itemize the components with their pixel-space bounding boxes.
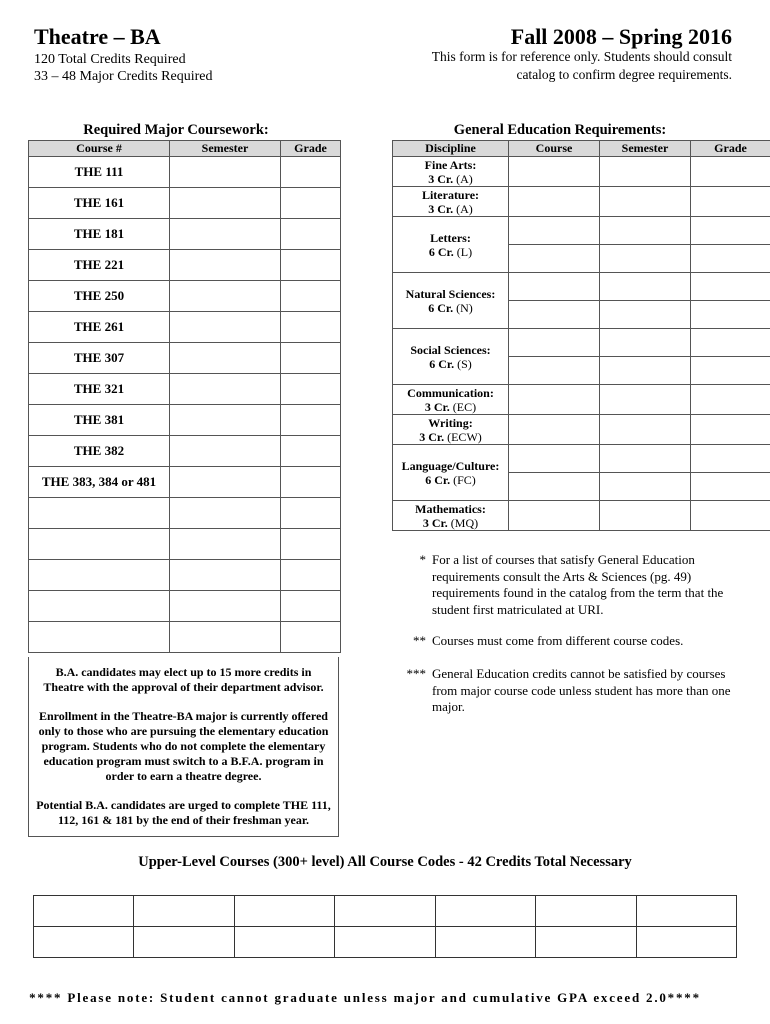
course-cell[interactable] [509, 445, 600, 473]
semester-cell[interactable] [600, 445, 691, 473]
semester-cell[interactable] [600, 157, 691, 187]
semester-cell[interactable] [170, 312, 281, 343]
discipline-credits: 6 Cr. [425, 472, 451, 487]
grade-cell[interactable] [691, 329, 770, 357]
discipline-name: Communication: [407, 385, 494, 400]
semester-cell[interactable] [170, 622, 281, 653]
discipline-credits: 6 Cr. [428, 300, 454, 315]
semester-cell[interactable] [600, 357, 691, 385]
discipline-code: (A) [456, 171, 473, 186]
discipline-name: Language/Culture: [401, 458, 500, 473]
course-cell: THE 307 [29, 343, 170, 374]
course-cell: THE 181 [29, 219, 170, 250]
grade-cell[interactable] [691, 273, 770, 301]
discipline-name: Literature: [421, 187, 480, 202]
footnote-text: General Education credits cannot be satisfied by courses from major course code unless student has more than one major. [432, 666, 731, 714]
semester-cell[interactable] [170, 591, 281, 622]
major-section-title: Required Major Coursework: [83, 122, 269, 138]
major-row [29, 157, 341, 188]
gened-row [393, 329, 770, 357]
upper-level-cell[interactable] [134, 927, 234, 958]
course-cell[interactable] [509, 473, 600, 501]
gened-table [392, 140, 770, 531]
upper-level-cell[interactable] [435, 927, 535, 958]
discipline-credits: 6 Cr. [429, 356, 455, 371]
semester-cell[interactable] [600, 273, 691, 301]
semester-cell[interactable] [170, 560, 281, 591]
course-cell[interactable] [509, 501, 600, 531]
col-course: Course # [29, 141, 170, 157]
semester-cell[interactable] [170, 529, 281, 560]
discipline-code: (N) [456, 300, 473, 315]
grade-cell[interactable] [281, 343, 341, 374]
grade-cell[interactable] [281, 281, 341, 312]
discipline-credits: 3 Cr. [419, 429, 445, 444]
discipline-code: (L) [456, 244, 473, 259]
course-cell: THE 111 [29, 157, 170, 188]
semester-cell[interactable] [600, 245, 691, 273]
grade-cell[interactable] [281, 312, 341, 343]
course-cell[interactable] [509, 217, 600, 245]
course-cell[interactable] [509, 245, 600, 273]
course-cell[interactable] [29, 560, 170, 591]
upper-level-cell[interactable] [234, 927, 334, 958]
discipline-cell [393, 445, 509, 501]
grade-cell[interactable] [281, 157, 341, 188]
major-row-blank [29, 622, 341, 653]
major-row [29, 250, 341, 281]
semester-cell[interactable] [170, 498, 281, 529]
semester-cell[interactable] [170, 343, 281, 374]
discipline-cell [393, 157, 509, 187]
course-cell[interactable] [509, 187, 600, 217]
major-row [29, 343, 341, 374]
course-cell[interactable] [509, 301, 600, 329]
major-row-blank [29, 560, 341, 591]
course-cell[interactable] [509, 329, 600, 357]
upper-level-cell[interactable] [636, 896, 736, 927]
major-row-blank [29, 591, 341, 622]
discipline-credits: 3 Cr. [422, 515, 448, 530]
col-course: Course [509, 141, 600, 157]
grade-cell[interactable] [691, 501, 770, 531]
col-semester: Semester [600, 141, 691, 157]
credit-requirements [34, 51, 212, 85]
gened-row [393, 445, 770, 473]
semester-cell[interactable] [170, 436, 281, 467]
major-row [29, 374, 341, 405]
grade-cell[interactable] [691, 187, 770, 217]
upper-level-title: Upper-Level Courses (300+ level) All Course Codes - 42 Credits Total Necessary [138, 854, 632, 870]
course-cell: THE 161 [29, 188, 170, 219]
discipline-name: Fine Arts: [424, 157, 477, 172]
discipline-code: (ECW) [447, 429, 482, 444]
semester-cell[interactable] [600, 415, 691, 445]
upper-level-row [34, 927, 737, 958]
grade-cell[interactable] [281, 405, 341, 436]
course-cell: THE 381 [29, 405, 170, 436]
upper-level-cell[interactable] [536, 927, 636, 958]
semester-cell[interactable] [600, 501, 691, 531]
footnote-3 [400, 666, 740, 718]
gened-row [393, 187, 770, 217]
grade-cell[interactable] [281, 622, 341, 653]
semester-cell[interactable] [600, 329, 691, 357]
discipline-cell [393, 217, 509, 273]
discipline-cell [393, 329, 509, 385]
discipline-code: (S) [457, 356, 472, 371]
course-cell: THE 382 [29, 436, 170, 467]
grade-cell[interactable] [691, 157, 770, 187]
semester-cell[interactable] [170, 188, 281, 219]
discipline-code: (FC) [453, 472, 476, 487]
semester-cell[interactable] [170, 374, 281, 405]
semester-cell[interactable] [170, 157, 281, 188]
grade-cell[interactable] [691, 385, 770, 415]
major-row [29, 405, 341, 436]
grade-cell[interactable] [691, 357, 770, 385]
course-cell[interactable] [509, 415, 600, 445]
gened-row [393, 157, 770, 187]
grade-cell[interactable] [281, 467, 341, 498]
page-title: Theatre – BA [34, 24, 161, 49]
upper-level-cell[interactable] [536, 896, 636, 927]
grade-cell[interactable] [281, 529, 341, 560]
course-cell: THE 250 [29, 281, 170, 312]
major-row [29, 436, 341, 467]
footnote-mark: * [419, 552, 426, 567]
course-cell[interactable] [509, 357, 600, 385]
gened-row [393, 217, 770, 245]
upper-level-table [33, 895, 737, 958]
major-row [29, 188, 341, 219]
semester-cell[interactable] [600, 385, 691, 415]
discipline-cell [393, 415, 509, 445]
grade-cell[interactable] [281, 219, 341, 250]
gened-row [393, 273, 770, 301]
grade-cell[interactable] [281, 498, 341, 529]
discipline-name: Natural Sciences: [405, 286, 496, 301]
footnote-1 [400, 552, 740, 622]
grade-cell[interactable] [281, 560, 341, 591]
discipline-credits: 3 Cr. [428, 201, 454, 216]
discipline-name: Writing: [428, 415, 473, 430]
discipline-cell [393, 187, 509, 217]
semester-cell[interactable] [170, 250, 281, 281]
col-semester: Semester [170, 141, 281, 157]
major-row [29, 312, 341, 343]
major-row [29, 219, 341, 250]
discipline-cell [393, 501, 509, 531]
major-notes-box [28, 657, 339, 837]
grade-cell[interactable] [691, 217, 770, 245]
upper-level-row [34, 896, 737, 927]
course-cell[interactable] [509, 157, 600, 187]
course-cell[interactable] [29, 622, 170, 653]
footnote-text: For a list of courses that satisfy General Education requirements consult the Arts & Sciences (pg. 49) requirements found in the catalog from the term that the student first matriculated at URI. [432, 552, 724, 617]
term-range: Fall 2008 – Spring 2016 [510, 24, 732, 49]
course-cell: THE 261 [29, 312, 170, 343]
course-cell[interactable] [509, 385, 600, 415]
grade-cell[interactable] [691, 301, 770, 329]
major-credits: 33 – 48 Major Credits Required [34, 69, 213, 84]
upper-level-cell[interactable] [134, 896, 234, 927]
gpa-note: **** Please note: Student cannot graduate unless major and cumulative GPA exceed 2.0**** [29, 990, 701, 1005]
footnote-mark: ** [413, 633, 426, 648]
upper-level-cell[interactable] [335, 896, 435, 927]
grade-cell[interactable] [281, 188, 341, 219]
course-cell: THE 221 [29, 250, 170, 281]
major-row-blank [29, 529, 341, 560]
semester-cell[interactable] [600, 187, 691, 217]
discipline-code: (MQ) [450, 515, 479, 530]
discipline-cell [393, 273, 509, 329]
discipline-code: (A) [456, 201, 473, 216]
discipline-name: Letters: [430, 230, 471, 245]
discipline-credits: 3 Cr. [424, 399, 450, 414]
enrollment-note: Enrollment in the Theatre-BA major is currently offered only to those who are pursuing the elementary education program. Students who do not complete the elementary education program must switch to a B.F.A. program in order to earn a theatre degree. [38, 709, 329, 783]
grade-cell[interactable] [691, 415, 770, 445]
semester-cell[interactable] [600, 301, 691, 329]
upper-level-cell[interactable] [34, 927, 134, 958]
semester-cell[interactable] [170, 405, 281, 436]
grade-cell[interactable] [281, 591, 341, 622]
semester-cell[interactable] [170, 467, 281, 498]
upper-level-cell[interactable] [34, 896, 134, 927]
course-cell[interactable] [29, 498, 170, 529]
course-cell: THE 383, 384 or 481 [29, 467, 170, 498]
major-coursework-table [28, 140, 341, 653]
gened-section-title: General Education Requirements: [453, 122, 667, 138]
upper-level-cell[interactable] [234, 896, 334, 927]
course-cell[interactable] [29, 591, 170, 622]
semester-cell[interactable] [600, 217, 691, 245]
grade-cell[interactable] [281, 374, 341, 405]
elective-note: B.A. candidates may elect up to 15 more credits in Theatre with the approval of their department advisor. [43, 665, 324, 694]
discipline-credits: 6 Cr. [428, 244, 454, 259]
footnote-mark: *** [406, 666, 426, 681]
upper-level-cell[interactable] [335, 927, 435, 958]
discipline-credits: 3 Cr. [428, 171, 454, 186]
col-grade: Grade [691, 141, 770, 157]
grade-cell[interactable] [691, 445, 770, 473]
total-credits: 120 Total Credits Required [34, 52, 186, 67]
semester-cell[interactable] [170, 281, 281, 312]
freshman-note: Potential B.A. candidates are urged to complete THE 111, 112, 161 & 181 by the end of their freshman year. [36, 798, 331, 827]
col-discipline: Discipline [393, 141, 509, 157]
reference-note: This form is for reference only. Students should consult catalog to confirm degree requirements. [431, 49, 732, 82]
grade-cell[interactable] [691, 473, 770, 501]
major-row [29, 467, 341, 498]
major-row-blank [29, 498, 341, 529]
discipline-code: (EC) [452, 399, 477, 414]
upper-level-cell[interactable] [435, 896, 535, 927]
course-cell[interactable] [29, 529, 170, 560]
grade-cell[interactable] [281, 436, 341, 467]
gened-row [393, 415, 770, 445]
footnote-2 [400, 633, 740, 653]
course-cell: THE 321 [29, 374, 170, 405]
major-row [29, 281, 341, 312]
discipline-name: Social Sciences: [410, 342, 491, 357]
semester-cell[interactable] [170, 219, 281, 250]
grade-cell[interactable] [691, 245, 770, 273]
upper-level-cell[interactable] [636, 927, 736, 958]
footnote-text: Courses must come from different course codes. [432, 633, 684, 648]
course-cell[interactable] [509, 273, 600, 301]
gened-row [393, 501, 770, 531]
discipline-cell [393, 385, 509, 415]
discipline-name: Mathematics: [415, 501, 486, 516]
grade-cell[interactable] [281, 250, 341, 281]
col-grade: Grade [281, 141, 341, 157]
gened-row [393, 385, 770, 415]
semester-cell[interactable] [600, 473, 691, 501]
